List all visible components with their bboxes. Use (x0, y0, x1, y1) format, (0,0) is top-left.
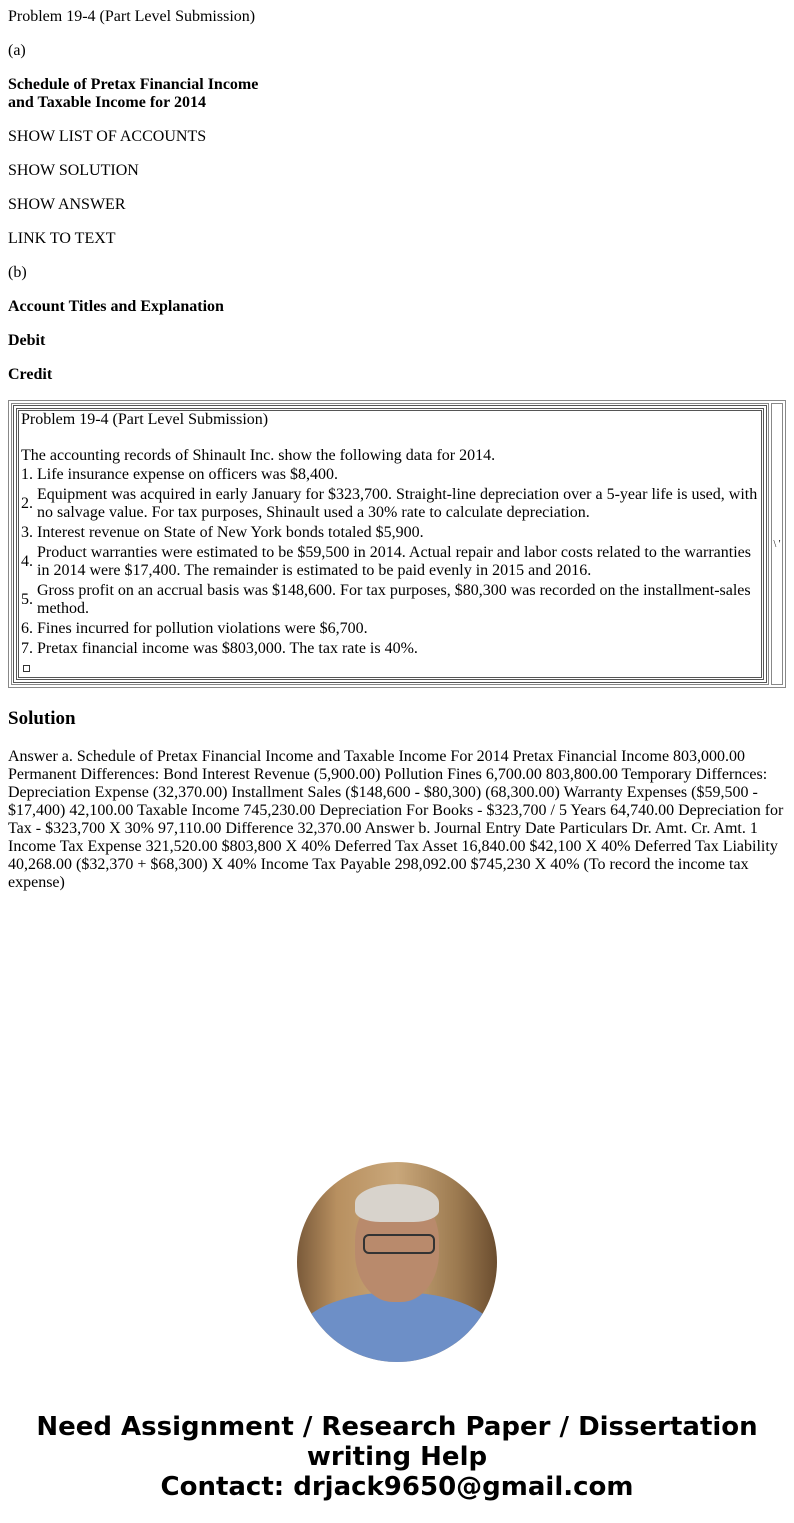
promo-banner (8, 1412, 786, 1502)
column-header-account (8, 298, 786, 316)
item-number: 5. (21, 591, 33, 608)
item-number: 3. (21, 524, 33, 541)
item-text: Pretax financial income was $803,000. The tax rate is 40%. (37, 640, 418, 657)
problem-item (21, 465, 759, 485)
problem-inner (18, 410, 762, 678)
credit-label: Credit (8, 366, 53, 383)
part-a-label: (a) (8, 42, 26, 59)
problem-item (21, 543, 759, 581)
item-text: Fines incurred for pollution violations were $6,700. (37, 620, 368, 637)
item-text: Product warranties were estimated to be $59,500 in 2014. Actual repair and labor costs related to the warranties in 2014 were $17,400. The remainder is estimated to be paid evenly in 2015 and 2016. (37, 544, 751, 579)
show-solution-link[interactable]: SHOW SOLUTION (8, 162, 139, 179)
show-answer-link[interactable]: SHOW ANSWER (8, 196, 126, 213)
promo-line-help: Need Assignment / Research Paper / Dissertation writing Help (36, 1412, 758, 1472)
problem-item (21, 639, 759, 659)
problem-statement (19, 411, 761, 677)
problem-intro: The accounting records of Shinault Inc. show the following data for 2014. (21, 447, 496, 464)
solution-heading: Solution (8, 708, 76, 729)
solution-text: Answer a. Schedule of Pretax Financial Income and Taxable Income For 2014 Pretax Financial Income 803,000.00 Permanent Differences: Bond Interest Revenue (5,900.00) Pollution Fines 6,700.00 803,800.00 Temporary Differnces: Depreciation Expense (32,370.00) Installment Sales ($148,600 - $80,300) (68,300.00) Warranty Expenses ($59,500 - $17,400) 42,100.00 Taxable Income 745,230.00 Depreciation For Books - $323,700 / 5 Years 64,740.00 Depreciation for Tax - $323,700 X 30% 97,110.00 Difference 32,370.00 Answer b. Journal Entry Date Particulars Dr. Amt. Cr. Amt. 1 Income Tax Expense 321,520.00 $803,800 X 40% Deferred Tax Asset 16,840.00 $42,100 X 40% Deferred Tax Liability 40,268.00 ($32,370 + $68,300) X 40% Income Tax Payable 298,092.00 $745,230 X 40% (To record the income tax expense) (8, 748, 784, 891)
problem-table (8, 400, 786, 688)
part-b-label: (b) (8, 264, 27, 281)
item-text: Equipment was acquired in early January for $323,700. Straight-line depreciation over a 5-year life is used, with no salvage value. For tax purposes, Shinault used a 30% rate to calculate depreciation. (37, 486, 758, 521)
item-number: 6. (21, 620, 33, 637)
side-scroll-mark: \ ' (771, 403, 783, 685)
item-number: 1. (21, 466, 33, 483)
problem-item (21, 619, 759, 639)
problem-item (21, 523, 759, 543)
column-header-debit (8, 332, 786, 350)
schedule-title-line-2: and Taxable Income for 2014 (8, 94, 206, 111)
account-titles-label: Account Titles and Explanation (8, 298, 224, 315)
problem-cell (11, 403, 769, 685)
item-number: 7. (21, 640, 33, 657)
item-text: Interest revenue on State of New York bonds totaled $5,900. (37, 524, 424, 541)
item-number: 4. (21, 553, 33, 570)
debit-label: Debit (8, 332, 46, 349)
column-header-credit (8, 366, 786, 384)
schedule-title (8, 76, 786, 112)
item-text: Gross profit on an accrual basis was $148,600. For tax purposes, $80,300 was recorded on the installment-sales method. (37, 582, 751, 617)
problem-items (21, 465, 759, 659)
item-text: Life insurance expense on officers was $8,400. (37, 466, 338, 483)
problem-item (21, 485, 759, 523)
problem-frame (13, 405, 767, 683)
schedule-title-line-1: Schedule of Pretax Financial Income (8, 76, 259, 93)
problem-title: Problem 19-4 (Part Level Submission) (21, 411, 269, 428)
page-title: Problem 19-4 (Part Level Submission) (8, 8, 256, 25)
author-avatar (297, 1162, 497, 1362)
show-list-of-accounts-link[interactable]: SHOW LIST OF ACCOUNTS (8, 128, 207, 145)
expand-icon[interactable] (23, 665, 30, 672)
problem-item (21, 581, 759, 619)
item-number: 2. (21, 495, 33, 512)
promo-line-contact[interactable]: Contact: drjack9650@gmail.com (160, 1472, 634, 1502)
link-to-text-link[interactable]: LINK TO TEXT (8, 230, 116, 247)
